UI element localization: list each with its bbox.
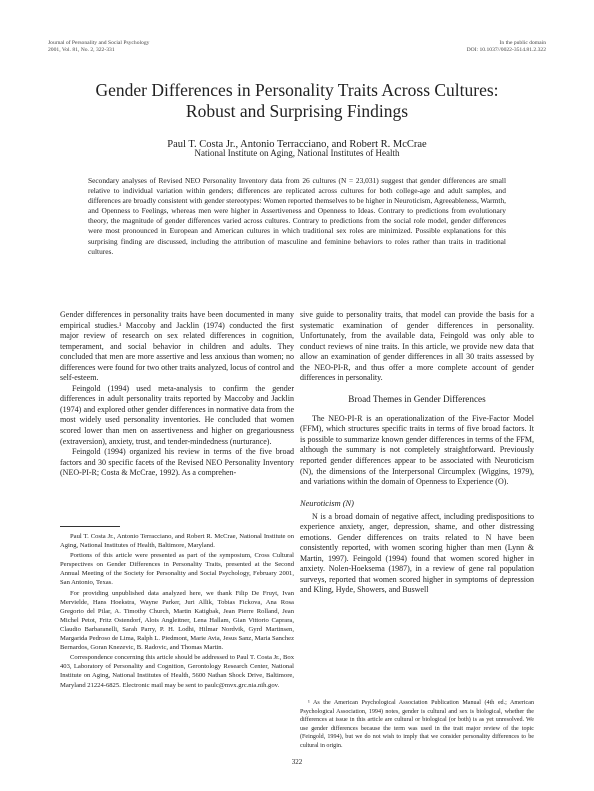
copyright-notice bbox=[467, 40, 546, 54]
page-number: 322 bbox=[291, 758, 303, 766]
copyright-line: In the public domain bbox=[499, 40, 546, 46]
left-column bbox=[60, 310, 294, 479]
author-note: Portions of this article were presented as part of the symposium, Cross Cultural Perspectives on Gender Differences in Personality Traits, presented at the Second Annual Meeting of the Society for Personality and Social Psychology, February 2001, San Antonio, Texas. bbox=[60, 552, 294, 587]
section-heading: Broad Themes in Gender Differences bbox=[348, 393, 486, 404]
journal-citation bbox=[48, 40, 149, 54]
notes-divider bbox=[60, 526, 120, 527]
doi-line: DOI: 10.1037//0022-3514.81.2.322 bbox=[466, 47, 546, 53]
body-paragraph: N is a broad domain of negative affect, including predispositions to experience anxiety, anger, depression, shame, and other distressing emotions. Gender differences on traits related to N have been consistently reported, with women scoring higher than men (Lynn & Martin, 1997). Feingold (1994) found that women scored higher in anxiety. Nolen-Hoeksema (1987), in a review of gene ral population surveys, reported that women scored higher in symptoms of depression and Kling, Hyde, Showers, and Buswell bbox=[300, 511, 534, 595]
title-line: Gender Differences in Personality Traits Across Cultures: bbox=[95, 80, 499, 100]
body-paragraph: Gender differences in personality traits have been documented in many empirical studies.¹ Maccoby and Jacklin (1974) conducted the first major review of research on sex related differences in cognition, temperament, and social behavior in children and adults. They concluded that men are more assertive and less anxious than women; no differences were found for two other traits analyzed, locus of control and self-esteem. bbox=[60, 310, 294, 383]
author-affiliation: National Institute on Aging, National Institutes of Health bbox=[194, 148, 400, 158]
right-column bbox=[300, 310, 534, 596]
body-paragraph: sive guide to personality traits, that model can provide the basis for a systematic examination of gender differences in personality. Unfortunately, from the available data, Feingold was only able to conduct reviews of nine traits. In this article, we provide new data that allow an examination of gender differences in all 30 traits assessed by the NEO-PI-R, and thus offer a more complete account of gender differences in personality. bbox=[300, 310, 534, 383]
subsection-heading: Neuroticism (N) bbox=[300, 498, 354, 508]
author-notes bbox=[60, 526, 294, 691]
body-paragraph: The NEO-PI-R is an operationalization of the Five-Factor Model (FFM), which structures specific traits in terms of five broad factors. It is possible to summarize known gender differences in terms of the FFM, although the summary is not completely straightforward. Previously reported gender differences appear to be associated with Neuroticism (N), the dimensions of the Interpersonal Circumplex (Wiggins, 1979), and variations within the domain of Openness to Experience (O). bbox=[300, 413, 534, 487]
title-line: Robust and Surprising Findings bbox=[185, 101, 409, 121]
journal-name: Journal of Personality and Social Psychology bbox=[48, 40, 150, 46]
footnote: ¹ As the American Psychological Association Publication Manual (4th ed.; American Psychological Association, 1994) notes, gender is cultural and sex is biological, whether the differences at issue in this article are cultural or biological (or both) is as yet unresolved. We use gender differences because the term was used in the trait major review of the topic (Feingold, 1994), but we do not wish to imply that we consider personality differences to be cultural in origin. bbox=[300, 700, 534, 749]
body-paragraph: Feingold (1994) used meta-analysis to confirm the gender differences in adult personality traits reported by Maccoby and Jacklin (1974) and explored other gender differences in normative data from the most widely used personality inventories. He concluded that women scored lower than men on assertiveness and higher on gregariousness (extraversion), anxiety, trust, and tender-mindedness (nurturance). bbox=[60, 383, 294, 446]
section-spacer bbox=[300, 488, 534, 498]
author-note: Correspondence concerning this article should be addressed to Paul T. Costa Jr., Box 403, Laboratory of Personality and Cognition, Gerontology Research Center, National Institute on Aging, National Institutes of Health, 5600 Nathan Shock Drive, Baltimore, Maryland 21224-6825. Electronic mail may be sent to paulc@mvx.grc.nia.nih.gov. bbox=[60, 654, 294, 689]
author-note: For providing unpublished data analyzed here, we thank Filip De Fruyt, Ivan Mervielde, Hans Hoekstra, Wayne Parker, Juri Allik, Tobias Fickova, Ana Rosa Gregorio del Pilar, A. Timothy Church, Martin Katigbak, Jean Pierre Rolland, Jean Michel Petot, Fritz Ostendorf, Alois Angleitner, Lena Hallam, Gian Vittorio Caprara, Claudio Barbaranelli, Sarah Parry, P. H. Lodhi, Hilmar Nordvik, Gyrd Martinsen, Margarida Pedroso de Lima, Ralph L. Piedmont, Marie Avia, Jesus Sanz, Maria Sanchez Bernardos, Goran Knezevic, B. Radovic, and Thomas Martin. bbox=[60, 589, 294, 652]
author-note: Paul T. Costa Jr., Antonio Terracciano, and Robert R. McCrae, National Institute on Aging, National Institutes of Health, Baltimore, Maryland. bbox=[60, 533, 294, 550]
body-paragraph: Feingold (1994) organized his review in terms of the five broad factors and 30 specific facets of the Revised NEO Personality Inventory (NEO-PI-R; Costa & McCrae, 1992). As a comprehen- bbox=[60, 447, 294, 478]
abstract: Secondary analyses of Revised NEO Personality Inventory data from 26 cultures (N = 23,031) suggest that gender differences are small relative to individual variation within genders; differences are replicated across cultures for both college-age and adult samples, and differences are broadly consistent with gender stereotypes: Women reported themselves to be higher in Neuroticism, Agreeableness, Warmth, and Openness to Feelings, whereas men were higher in Assertiveness and Openness to Ideas. Contrary to predictions from evolutionary theory, the magnitude of gender differences varied across cultures. Contrary to predictions from the social role model, gender differences were most pronounced in European and American cultures in which traditional sex roles are minimized. Possible explanations for this surprising finding are discussed, including the attribution of masculine and feminine behaviors to roles rather than traits in traditional cultures. bbox=[88, 176, 506, 256]
author-list: Paul T. Costa Jr., Antonio Terracciano, and Robert R. McCrae bbox=[167, 139, 427, 150]
journal-volume: 2001, Vol. 81, No. 2, 322-331 bbox=[48, 47, 115, 53]
article-title bbox=[60, 80, 534, 122]
